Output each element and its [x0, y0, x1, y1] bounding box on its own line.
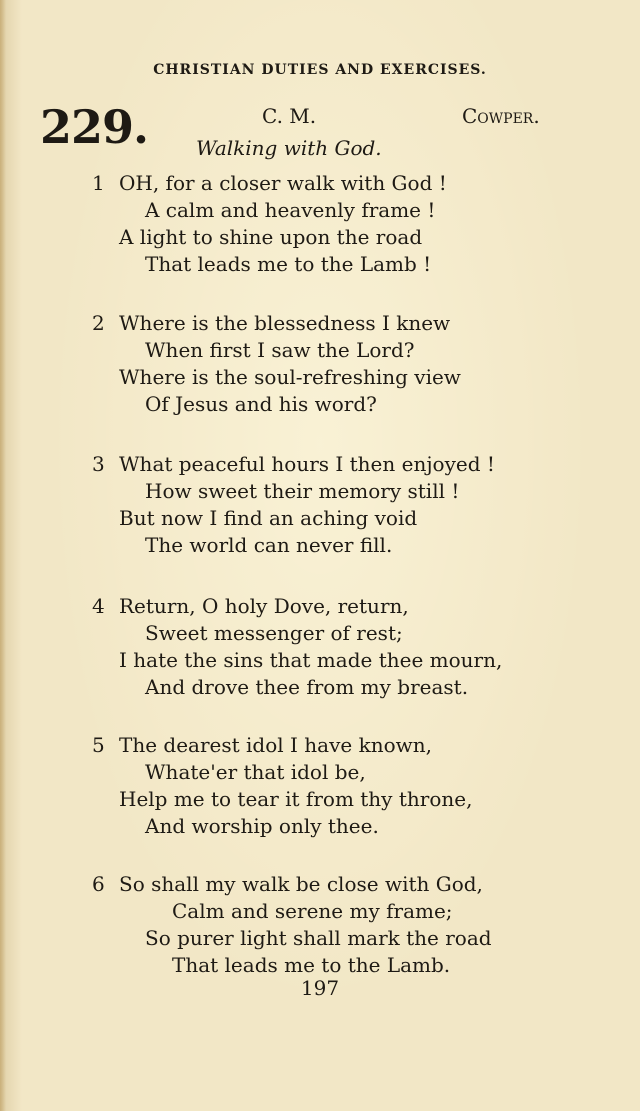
stanza-line	[92, 593, 572, 620]
stanza-line	[92, 620, 572, 647]
stanza-line-text: Sweet messenger of rest;	[145, 621, 403, 645]
running-head: CHRISTIAN DUTIES AND EXERCISES.	[153, 62, 487, 78]
stanza-line	[92, 478, 572, 505]
stanza-line-text: And drove thee from my breast.	[145, 675, 469, 699]
stanza-4	[92, 593, 572, 701]
hymn-title: Walking with God.	[196, 136, 382, 160]
stanza-line	[92, 674, 572, 701]
stanza-number: 1	[92, 171, 105, 195]
stanza-6	[92, 871, 572, 979]
stanza-line-text: OH, for a closer walk with God !	[119, 171, 447, 195]
stanza-line	[92, 813, 572, 840]
stanza-line-text: Where is the soul-refreshing view	[119, 365, 461, 389]
stanza-line-text: How sweet their memory still !	[145, 479, 460, 503]
stanza-line-text: When first I saw the Lord?	[145, 338, 415, 362]
stanza-line-text: Where is the blessedness I knew	[119, 311, 451, 335]
stanza-line	[92, 391, 572, 418]
stanza-number: 5	[92, 733, 105, 757]
stanza-line-text: What peaceful hours I then enjoyed !	[119, 452, 495, 476]
stanza-line-text: I hate the sins that made thee mourn,	[119, 648, 503, 672]
stanza-line	[92, 532, 572, 559]
page-number: 197	[300, 976, 340, 1000]
stanza-line-text: The world can never fill.	[145, 533, 393, 557]
stanza-line	[92, 786, 572, 813]
stanza-line	[92, 170, 572, 197]
stanza-line	[92, 224, 572, 251]
stanza-5	[92, 732, 572, 840]
stanza-line	[92, 310, 572, 337]
stanza-line-text: Help me to tear it from thy throne,	[119, 787, 473, 811]
stanza-line	[92, 197, 572, 224]
stanza-line	[92, 871, 572, 898]
stanza-line-text: That leads me to the Lamb.	[172, 953, 451, 977]
stanza-line-text: So purer light shall mark the road	[145, 926, 492, 950]
stanza-line-text: The dearest idol I have known,	[119, 733, 432, 757]
stanza-line	[92, 364, 572, 391]
stanza-number: 4	[92, 594, 105, 618]
stanza-number: 2	[92, 311, 105, 335]
stanza-number: 6	[92, 872, 105, 896]
stanza-line-text: Calm and serene my frame;	[172, 899, 453, 923]
stanza-1	[92, 170, 572, 278]
stanza-line-text: Of Jesus and his word?	[145, 392, 377, 416]
stanza-line-text: That leads me to the Lamb !	[145, 252, 432, 276]
page-gutter-shadow	[0, 0, 6, 1111]
stanza-line	[92, 759, 572, 786]
stanza-line	[92, 732, 572, 759]
stanza-line-text: Whate'er that idol be,	[145, 760, 366, 784]
stanza-line	[92, 647, 572, 674]
stanza-line	[92, 505, 572, 532]
stanza-3	[92, 451, 572, 559]
stanza-line-text: A light to shine upon the road	[119, 225, 423, 249]
stanza-line-text: And worship only thee.	[145, 814, 379, 838]
stanza-line-text: A calm and heavenly frame !	[145, 198, 436, 222]
stanza-line	[92, 451, 572, 478]
hymn-meter: C. M.	[262, 104, 317, 128]
stanza-2	[92, 310, 572, 418]
stanza-line	[92, 337, 572, 364]
hymn-number: 229.	[40, 100, 149, 154]
stanza-line-text: So shall my walk be close with God,	[119, 872, 483, 896]
stanza-number: 3	[92, 452, 105, 476]
stanza-line-text: Return, O holy Dove, return,	[119, 594, 409, 618]
stanza-line	[92, 251, 572, 278]
stanza-line	[92, 925, 572, 952]
hymn-author: Cowper.	[462, 104, 540, 128]
stanza-line	[92, 952, 572, 979]
stanza-line-text: But now I find an aching void	[119, 506, 418, 530]
stanza-line	[92, 898, 572, 925]
